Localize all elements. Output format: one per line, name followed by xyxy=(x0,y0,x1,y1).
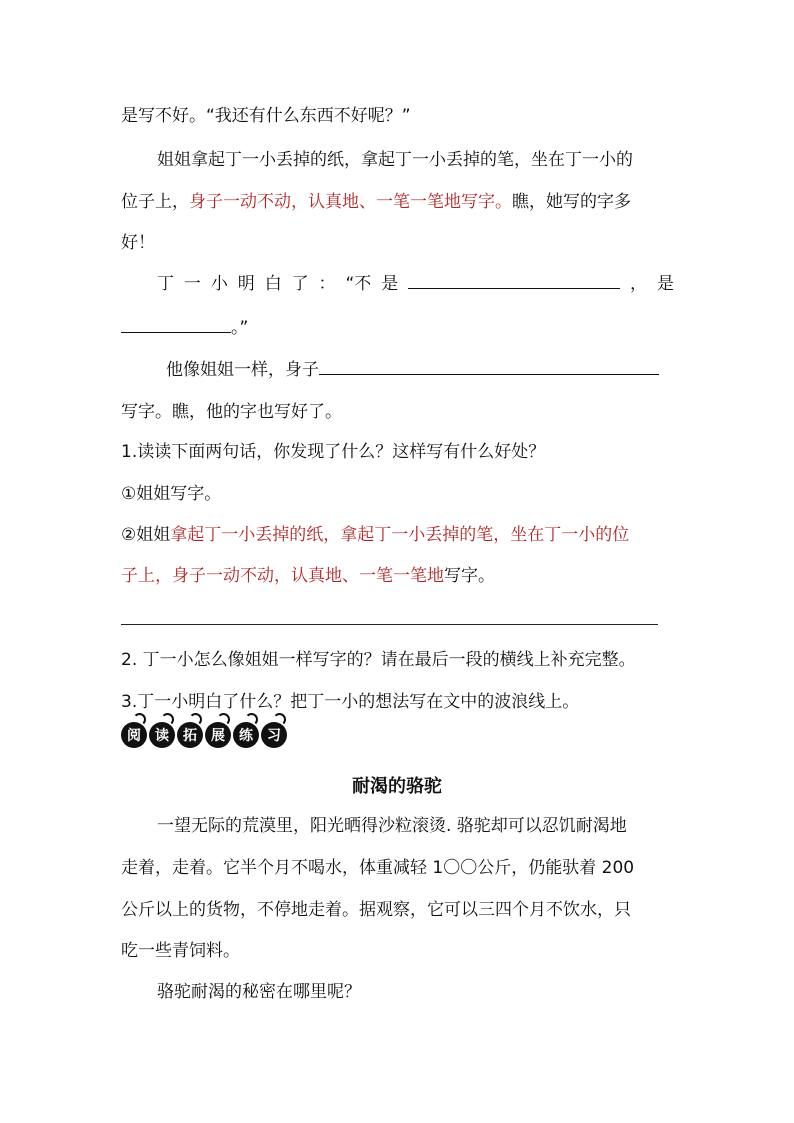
text-segment: 是 xyxy=(381,274,399,294)
answer-blank[interactable] xyxy=(408,272,620,289)
badge-icon: 练 xyxy=(233,722,259,748)
section-badges xyxy=(121,722,287,748)
fill-in-line xyxy=(157,272,674,296)
badge-icon: 阅 xyxy=(121,722,147,748)
text-segment: 小 xyxy=(210,274,228,294)
text-segment: 写字。 xyxy=(444,566,495,586)
highlighted-text: 子上，身子一动不动，认真地、一笔一笔地 xyxy=(121,566,444,586)
paragraph-line: 一望无际的荒漠里，阳光晒得沙粒滚烫. 骆驼却可以忍饥耐渴地 xyxy=(157,816,627,836)
text-segment: 。” xyxy=(231,318,249,338)
sentence-2 xyxy=(121,523,629,547)
text-segment: 他像姐姐一样，身子 xyxy=(166,360,319,380)
fill-in-line xyxy=(166,358,659,382)
text-segment: 一 xyxy=(183,274,201,294)
paragraph-line: 写字。瞧，他的字也写好了。 xyxy=(121,402,342,422)
paragraph-line xyxy=(121,190,631,214)
text-segment: 明 xyxy=(237,274,255,294)
question-1: 1.读读下面两句话，你发现了什么？这样写有什么好处？ xyxy=(121,442,546,462)
badge-icon: 习 xyxy=(261,722,287,748)
question-2: 2. 丁一小怎么像姐姐一样写字的？请在最后一段的横线上补充完整。 xyxy=(121,650,636,670)
paragraph-line: 是写不好。“我还有什么东西不好呢？” xyxy=(121,106,411,126)
paragraph-line: 骆驼耐渴的秘密在哪里呢？ xyxy=(157,982,361,1002)
text-segment: “不 xyxy=(345,274,372,294)
paragraph-line: 走着，走着。它半个月不喝水，体重减轻 1〇〇公斤，仍能驮着 200 xyxy=(121,858,635,878)
text-segment: ： xyxy=(318,274,336,294)
text-segment: 位子上， xyxy=(121,192,189,212)
badge-icon: 读 xyxy=(149,722,175,748)
highlighted-text: 身子一动不动，认真地、一笔一笔地写字。 xyxy=(189,192,512,212)
answer-line[interactable] xyxy=(121,624,658,625)
badge-icon: 拓 xyxy=(177,722,203,748)
text-segment: 白 xyxy=(264,274,282,294)
badge-icon: 展 xyxy=(205,722,231,748)
text-segment: ②姐姐 xyxy=(121,525,171,545)
text-segment: 是 xyxy=(656,274,674,294)
sentence-1: ①姐姐写字。 xyxy=(121,484,222,504)
question-3: 3.丁一小明白了什么？把丁一小的想法写在文中的波浪线上。 xyxy=(121,692,580,712)
highlighted-text: 拿起丁一小丢掉的纸，拿起丁一小丢掉的笔，坐在丁一小的位 xyxy=(170,525,630,545)
paragraph-line: 吃一些青饲料。 xyxy=(121,941,240,961)
text-segment: 瞧，她写的字多 xyxy=(512,192,631,212)
answer-blank[interactable] xyxy=(121,316,231,333)
paragraph-line: 好！ xyxy=(121,233,155,253)
paragraph-line: 公斤以上的货物，不停地走着。据观察，它可以三四个月不饮水，只 xyxy=(121,900,631,920)
text-segment: 丁 xyxy=(157,274,174,294)
fill-in-line xyxy=(121,316,248,340)
answer-blank[interactable] xyxy=(319,358,659,375)
text-segment: 了 xyxy=(291,274,309,294)
sentence-2-cont xyxy=(121,564,495,588)
story-title: 耐渴的骆驼 xyxy=(352,776,442,797)
text-segment: ， xyxy=(630,274,648,294)
paragraph-line: 姐姐拿起丁一小丢掉的纸，拿起丁一小丢掉的笔，坐在丁一小的 xyxy=(157,150,633,170)
